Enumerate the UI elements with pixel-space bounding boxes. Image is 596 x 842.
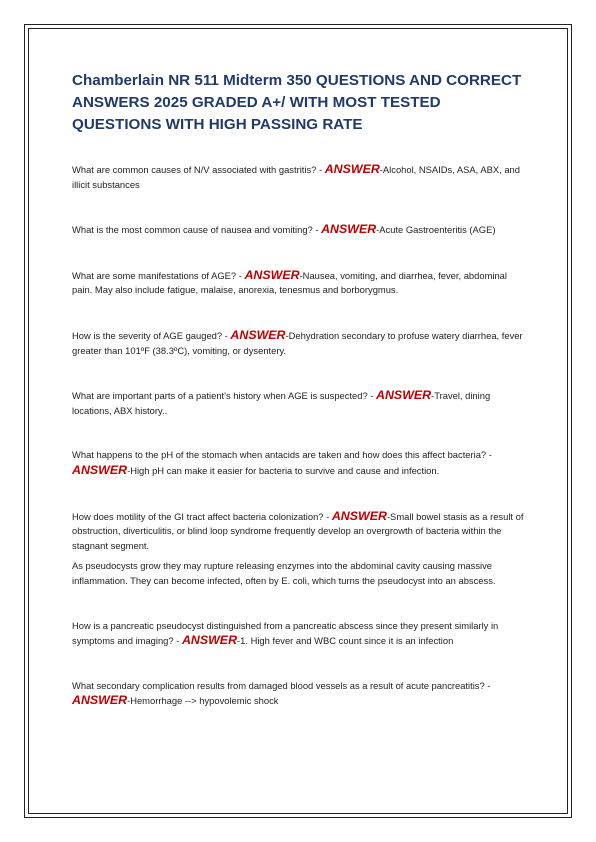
question-text: How does motility of the GI tract affect bacteria colonization? - — [72, 510, 332, 522]
qa-item — [72, 679, 524, 709]
answer-text: -Hemorrhage --> hypovolemic shock — [127, 695, 279, 707]
qa-item — [72, 509, 524, 554]
answer-text: -Acute Gastroenteritis (AGE) — [376, 224, 496, 236]
qa-item — [72, 222, 524, 238]
qa-item — [72, 619, 524, 649]
qa-item — [72, 268, 524, 298]
qa-item — [72, 328, 524, 358]
qa-item — [72, 448, 524, 478]
document-body — [72, 70, 524, 709]
answer-text: -Nausea, vomiting, and diarrhea, fever, abdominal pain. May also include fatigue, malaise, anorexia, tenesmus and borborygmus. — [72, 269, 507, 296]
answer-label: ANSWER — [72, 462, 128, 477]
qa-item — [72, 162, 524, 192]
answer-label: ANSWER — [321, 222, 377, 237]
document-title: Chamberlain NR 511 Midterm 350 QUESTIONS AND CORRECT ANSWERS 2025 GRADED A+/ WITH MOST TESTED QUESTIONS WITH HIGH PASSING RATE — [72, 72, 522, 133]
question-text: What are some manifestations of AGE? - — [72, 269, 245, 281]
answer-text: -High pH can make it easier for bacteria to survive and cause and infection. — [127, 464, 440, 476]
question-text: How is a pancreatic pseudocyst distinguished from a pancreatic abscess since they present similarly in symptoms and imaging? - — [72, 619, 499, 647]
question-text: What are important parts of a patient's history when AGE is suspected? - — [72, 390, 377, 402]
answer-text: -Alcohol, NSAIDs, ASA, ABX, and illicit substances — [72, 164, 520, 190]
answer-text: -1. High fever and WBC count since it is an infection — [237, 635, 454, 647]
answer-label: ANSWER — [331, 508, 387, 523]
qa-item — [72, 388, 524, 418]
answer-label: ANSWER — [324, 162, 380, 176]
question-text: What happens to the pH of the stomach when antacids are taken and how does this affect bacteria? - — [72, 449, 492, 461]
answer-label: ANSWER — [181, 633, 238, 648]
answer-label: ANSWER — [72, 693, 128, 708]
answer-label: ANSWER — [244, 267, 300, 282]
paragraph: As pseudocysts grow they may rupture releasing enzymes into the abdominal cavity causing massive inflammation. They can become infected, often by E. coli, which turns the pseudocyst into an abscess. — [72, 560, 496, 586]
answer-label: ANSWER — [230, 327, 286, 342]
question-text: How is the severity of AGE gauged? - — [72, 329, 231, 341]
question-text: What is the most common cause of nausea and vomiting? - — [72, 224, 322, 236]
answer-text: -Travel, dining locations, ABX history.. — [72, 390, 491, 416]
question-text: What secondary complication results from damaged blood vessels as a result of acute pancreatitis? - — [72, 679, 491, 691]
answer-text: -Dehydration secondary to profuse watery diarrhea, fever greater than 101ºF (38.3ºC), vomiting, or dysentery. — [72, 329, 523, 356]
question-text: What are common causes of N/V associated with gastritis? - — [72, 164, 325, 175]
answer-text: -Small bowel stasis as a result of obstruction, diverticulitis, or blind loop syndrome frequently develop an overgrowth of bacteria within the stagnant segment. — [72, 510, 524, 551]
answer-label: ANSWER — [376, 388, 432, 403]
